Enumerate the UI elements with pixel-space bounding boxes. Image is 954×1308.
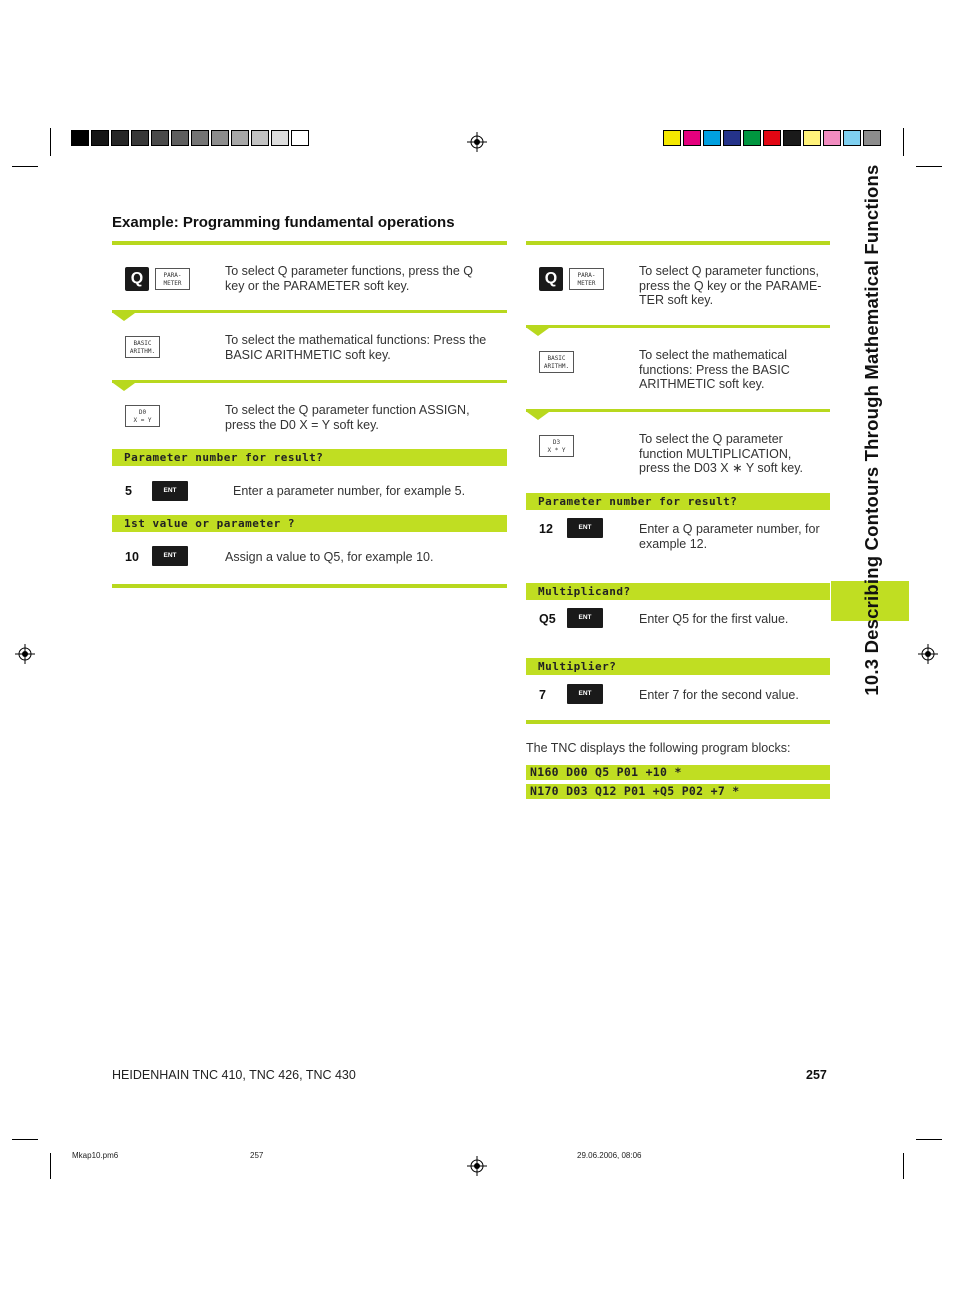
ent-key[interactable]: ENT [567, 608, 603, 628]
slug-file: Mkap10.pm6 [72, 1151, 119, 1160]
q-key[interactable]: Q [539, 267, 563, 291]
color-swatch [763, 130, 781, 146]
section-rule [526, 241, 830, 245]
color-swatch [111, 130, 129, 146]
color-swatch [783, 130, 801, 146]
basic-arithmetic-soft-key[interactable]: BASIC ARITHM. [125, 336, 160, 358]
q-key[interactable]: Q [125, 267, 149, 291]
crop-mark [50, 128, 51, 156]
section-rule [112, 310, 507, 313]
input-value: 12 [539, 522, 553, 536]
step-arrow [527, 328, 549, 336]
color-swatch [663, 130, 681, 146]
section-rule [526, 325, 830, 328]
section-rule [112, 584, 507, 588]
step-arrow [113, 383, 135, 391]
prompt-bar: Parameter number for result? [112, 449, 507, 466]
step-description: Assign a value to Q5, for example 10. [225, 550, 434, 564]
step-description: To select Q parameter functions, press the Q key or the PARAMETER soft key. [225, 264, 474, 293]
step-description: To select Q parameter functions, press the Q key or the PARAME-TER soft key. [639, 264, 822, 307]
color-swatch [231, 130, 249, 146]
registration-mark-icon [918, 644, 938, 664]
prompt-bar: Multiplicand? [526, 583, 830, 600]
color-swatch [71, 130, 89, 146]
parameter-soft-key[interactable]: PARA- METER [155, 268, 190, 290]
ent-key[interactable]: ENT [567, 518, 603, 538]
crop-mark [50, 1153, 51, 1179]
chapter-side-title-text: 10.3 Describing Contours Through Mathematical Functions [861, 164, 882, 696]
input-value: Q5 [539, 612, 556, 626]
color-swatch [803, 130, 821, 146]
step-description: Enter a parameter number, for example 5. [233, 484, 466, 498]
prompt-bar: Parameter number for result? [526, 493, 830, 510]
step-description: To select the Q parameter function MULTIPLICATION, press the D03 X ∗ Y soft key. [639, 432, 804, 475]
ent-key[interactable]: ENT [567, 684, 603, 704]
prompt-bar: Multiplier? [526, 658, 830, 675]
program-blocks-intro: The TNC displays the following program blocks: [526, 741, 791, 755]
parameter-soft-key[interactable]: PARA- METER [569, 268, 604, 290]
step-description: To select the Q parameter function ASSIGN, press the D0 X = Y soft key. [225, 403, 470, 432]
color-swatch [91, 130, 109, 146]
color-swatch [703, 130, 721, 146]
step-description: Enter a Q parameter number, for example 12. [639, 522, 820, 551]
step-description: Enter 7 for the second value. [639, 688, 799, 702]
prompt-bar: 1st value or parameter ? [112, 515, 507, 532]
crop-mark [903, 1153, 904, 1179]
color-swatch [271, 130, 289, 146]
color-swatch [723, 130, 741, 146]
example-title: Example: Programming fundamental operations [112, 214, 455, 231]
color-swatch [683, 130, 701, 146]
step-description: To select the mathematical functions: Press the BASIC ARITHMETIC soft key. [225, 333, 487, 362]
crop-mark [12, 1139, 38, 1140]
slug-page: 257 [250, 1151, 264, 1160]
registration-mark-icon [15, 644, 35, 664]
crop-mark [916, 1139, 942, 1140]
page-number: 257 [806, 1068, 827, 1082]
color-swatch [151, 130, 169, 146]
color-swatch [251, 130, 269, 146]
section-rule [112, 380, 507, 383]
registration-mark-icon [467, 1156, 487, 1176]
footer-left: HEIDENHAIN TNC 410, TNC 426, TNC 430 [112, 1068, 356, 1082]
input-value: 7 [539, 688, 546, 702]
step-arrow [527, 412, 549, 420]
color-swatch [823, 130, 841, 146]
multiplication-soft-key[interactable]: D3 X * Y [539, 435, 574, 457]
step-description: To select the mathematical functions: Press the BASIC ARITHMETIC soft key. [639, 348, 790, 391]
section-rule [526, 720, 830, 724]
crop-mark [903, 128, 904, 156]
section-rule [112, 241, 507, 245]
ent-key[interactable]: ENT [152, 481, 188, 501]
program-block: N170 D03 Q12 P01 +Q5 P02 +7 * [526, 784, 830, 799]
slug-date: 29.06.2006, 08:06 [577, 1151, 642, 1160]
assign-soft-key[interactable]: D0 X = Y [125, 405, 160, 427]
registration-mark-icon [467, 132, 487, 152]
step-arrow [113, 313, 135, 321]
input-value: 10 [125, 550, 139, 564]
ent-key[interactable]: ENT [152, 546, 188, 566]
step-description: Enter Q5 for the first value. [639, 612, 789, 626]
crop-mark [916, 166, 942, 167]
basic-arithmetic-soft-key[interactable]: BASIC ARITHM. [539, 351, 574, 373]
program-block: N160 D00 Q5 P01 +10 * [526, 765, 830, 780]
color-swatch [171, 130, 189, 146]
color-swatch [291, 130, 309, 146]
section-rule [526, 409, 830, 412]
crop-mark [12, 166, 38, 167]
color-swatch [131, 130, 149, 146]
color-swatch [843, 130, 861, 146]
color-swatch [211, 130, 229, 146]
color-swatch [863, 130, 881, 146]
color-swatch [743, 130, 761, 146]
input-value: 5 [125, 484, 132, 498]
color-swatch [191, 130, 209, 146]
